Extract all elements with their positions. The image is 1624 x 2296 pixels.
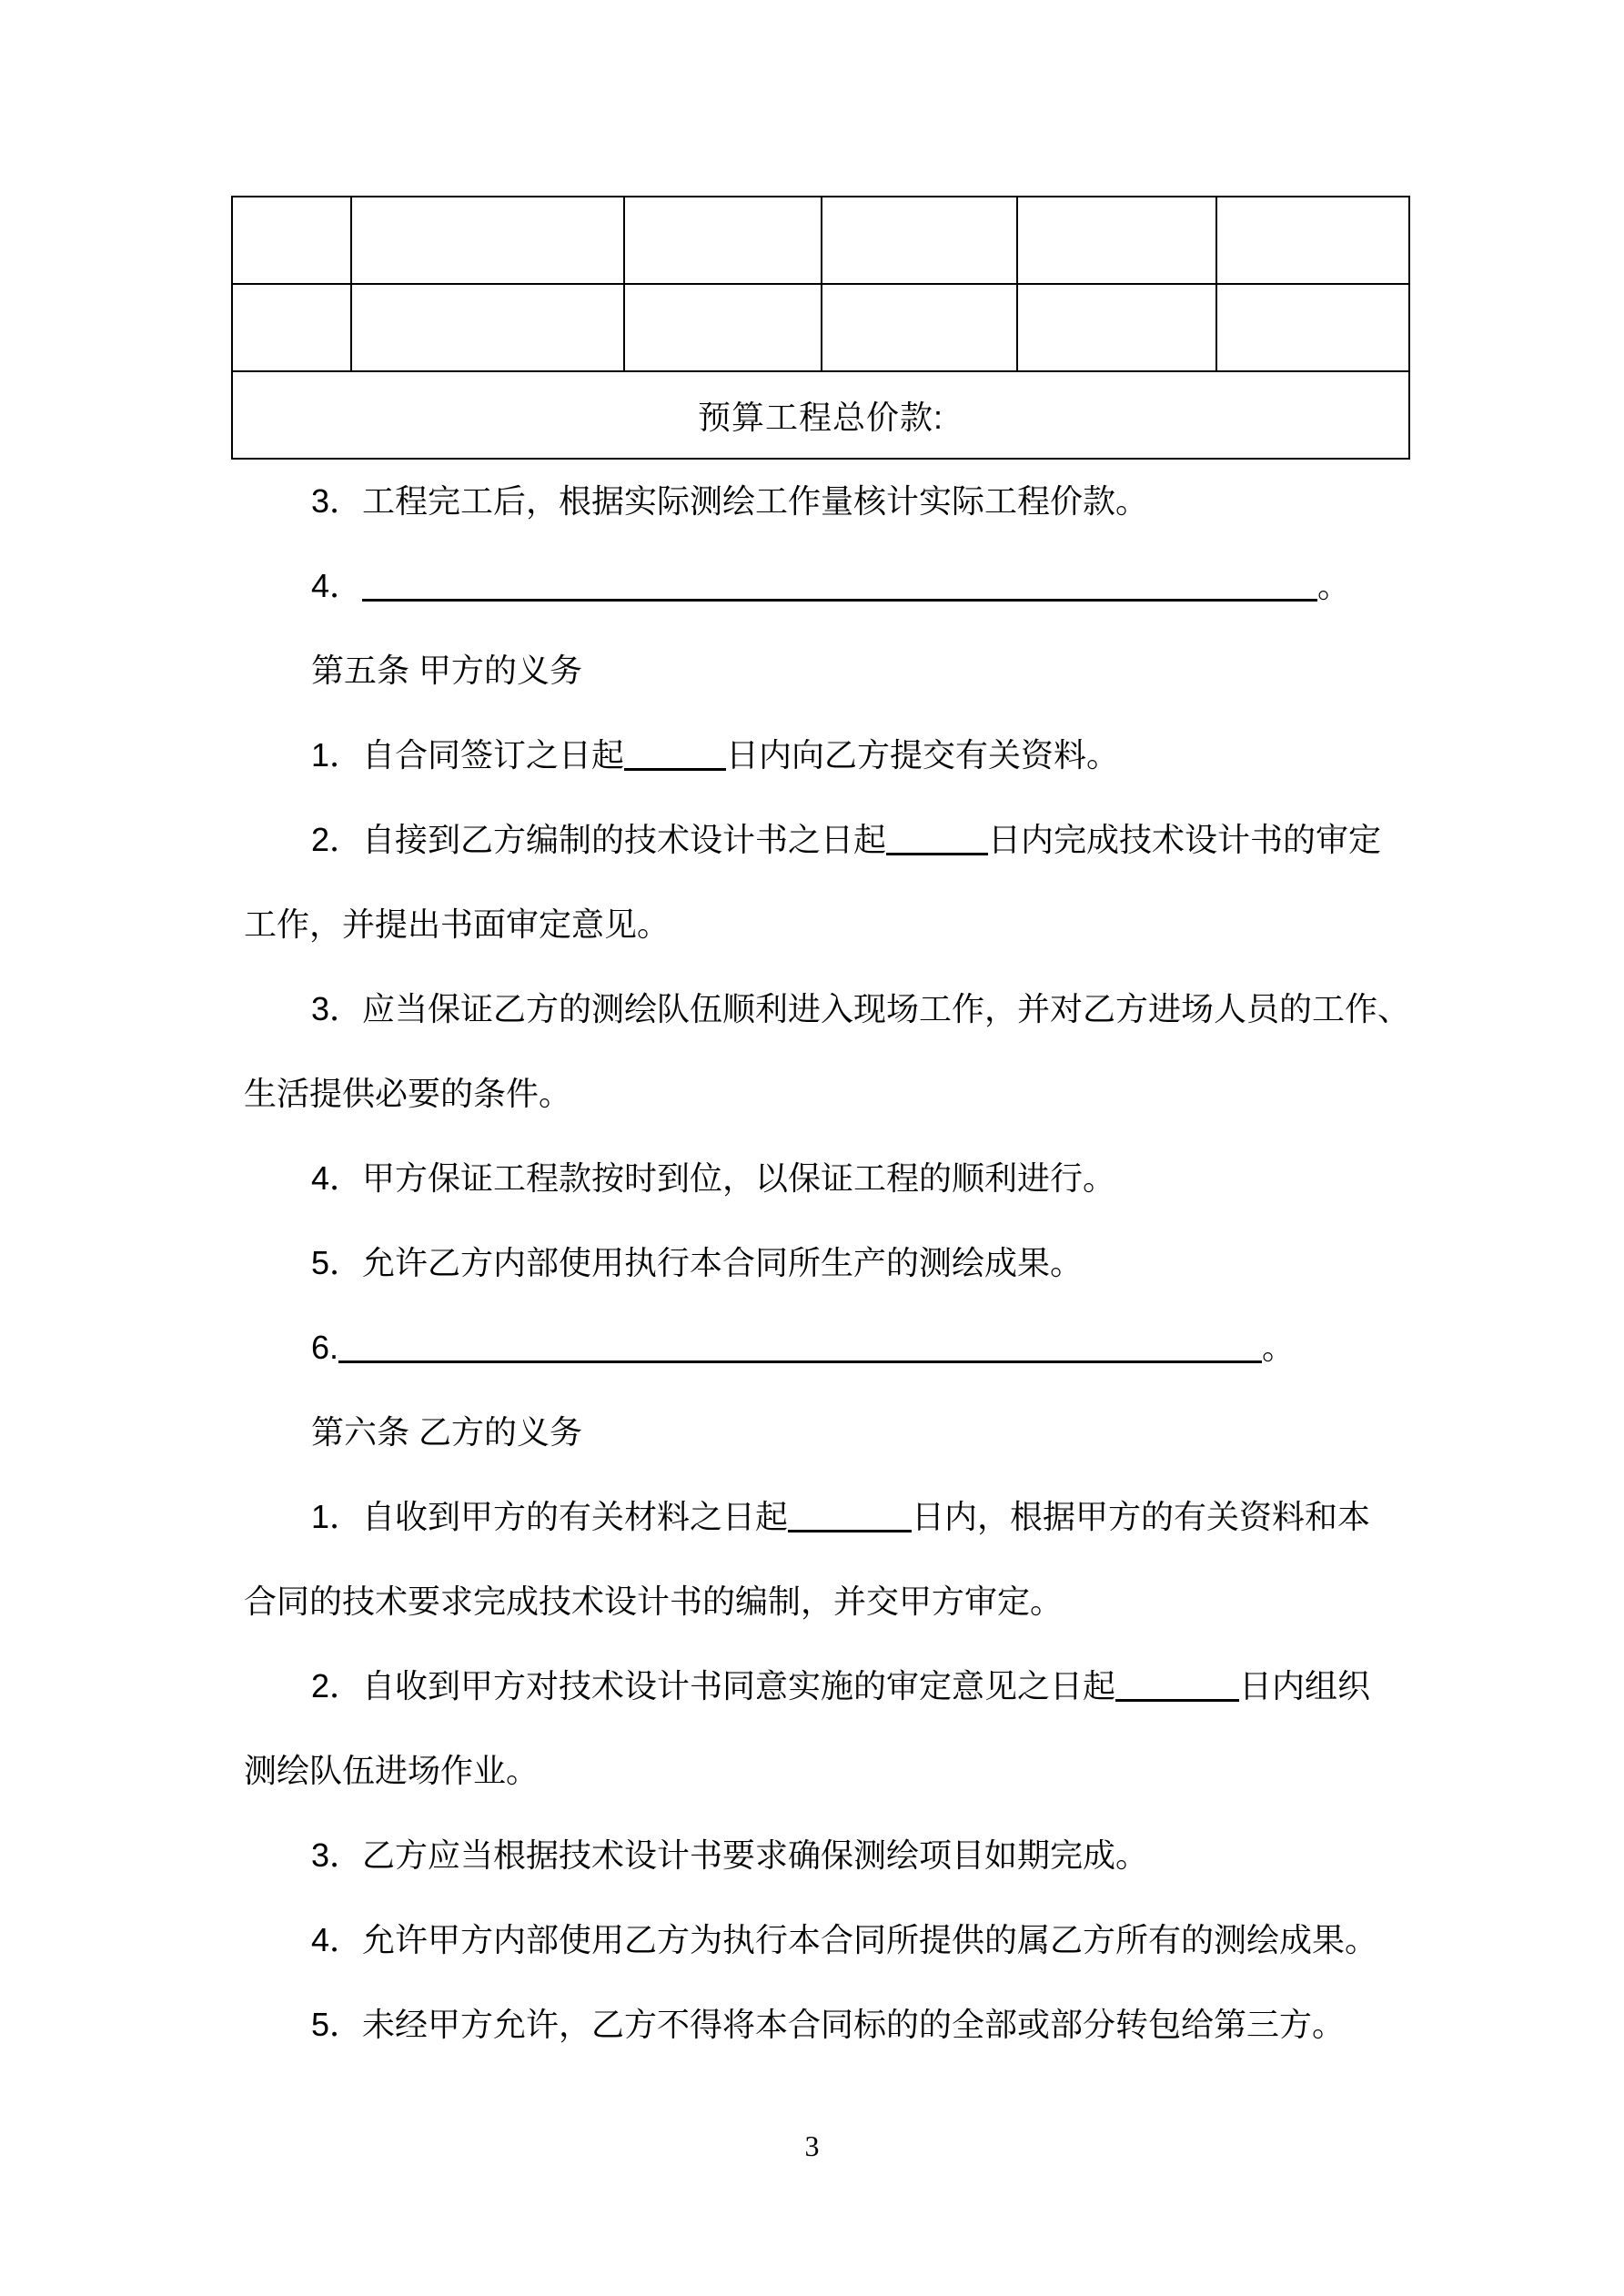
text-line <box>244 797 1390 882</box>
table-cell <box>351 284 624 371</box>
text-run: 。 <box>1317 567 1351 604</box>
text-line <box>244 882 1390 966</box>
total-price-row <box>232 371 1409 459</box>
table-cell <box>822 284 1017 371</box>
text-run: 4． <box>311 567 363 604</box>
fill-in-blank <box>624 750 726 771</box>
fill-in-blank <box>362 581 1317 602</box>
page-number: 3 <box>804 2129 820 2162</box>
text-run: 日内向乙方提交有关资料。 <box>726 736 1120 774</box>
table-row <box>232 284 1409 371</box>
total-price-cell <box>232 371 1409 459</box>
fill-in-blank <box>886 834 988 855</box>
table-cell <box>1216 284 1409 371</box>
fill-in-blank <box>788 1512 912 1532</box>
text-run: 1．自收到甲方的有关材料之日起 <box>311 1498 789 1535</box>
table-cell <box>624 284 822 371</box>
table-cell <box>822 197 1017 284</box>
text-line <box>244 1220 1390 1305</box>
text-line <box>244 1644 1390 1728</box>
text-run: 4．允许甲方内部使用乙方为执行本合同所提供的属乙方所有的测绘成果。 <box>311 1921 1378 1958</box>
budget-price-table <box>231 196 1410 460</box>
text-run: 3．乙方应当根据技术设计书要求确保测绘项目如期完成。 <box>311 1836 1149 1874</box>
text-run: 生活提供必要的条件。 <box>244 1075 572 1112</box>
text-run: 3．工程完工后，根据实际测绘工作量核计实际工程价款。 <box>311 482 1149 520</box>
text-line <box>244 1474 1390 1559</box>
text-line <box>244 1813 1390 1897</box>
table-row <box>232 197 1409 284</box>
text-run: 日内完成技术设计书的审定 <box>988 821 1382 858</box>
total-price-label: 预算工程总价款: <box>697 398 943 436</box>
text-run: 工作，并提出书面审定意见。 <box>244 905 671 943</box>
text-line <box>244 1728 1390 1813</box>
text-run: 。 <box>1262 1329 1296 1366</box>
text-run: 第五条 甲方的义务 <box>311 652 583 689</box>
table-cell <box>1017 197 1216 284</box>
table-cell <box>1216 197 1409 284</box>
text-run: 3．应当保证乙方的测绘队伍顺利进入现场工作，并对乙方进场人员的工作、 <box>311 990 1411 1027</box>
text-run: 2．自接到乙方编制的技术设计书之日起 <box>311 821 887 858</box>
fill-in-blank <box>338 1342 1262 1363</box>
text-line <box>244 1305 1390 1390</box>
text-line <box>244 1136 1390 1220</box>
table-cell <box>351 197 624 284</box>
table-cell <box>1017 284 1216 371</box>
text-run: 合同的技术要求完成技术设计书的编制，并交甲方审定。 <box>244 1583 1064 1620</box>
text-line <box>244 459 1390 543</box>
text-run: 2．自收到甲方对技术设计书同意实施的审定意见之日起 <box>311 1667 1116 1704</box>
table-cell <box>232 197 351 284</box>
section-heading <box>244 1390 1390 1474</box>
text-run: 第六条 乙方的义务 <box>311 1413 583 1451</box>
section-heading <box>244 628 1390 713</box>
text-run: 5．允许乙方内部使用执行本合同所生产的测绘成果。 <box>311 1244 1084 1281</box>
text-run: 日内，根据甲方的有关资料和本 <box>912 1498 1371 1535</box>
table-cell <box>624 197 822 284</box>
contract-body <box>244 459 1411 2067</box>
fill-in-blank <box>1115 1681 1239 1702</box>
text-run: 1．自合同签订之日起 <box>311 736 625 774</box>
text-line <box>244 1897 1390 1982</box>
text-line <box>244 543 1390 628</box>
text-line <box>244 1982 1390 2067</box>
text-run: 6. <box>311 1329 339 1366</box>
text-line <box>244 1051 1390 1136</box>
text-line <box>244 1559 1390 1644</box>
text-line <box>244 966 1411 1051</box>
text-run: 测绘队伍进场作业。 <box>244 1752 540 1789</box>
table-cell <box>232 284 351 371</box>
text-run: 4．甲方保证工程款按时到位，以保证工程的顺利进行。 <box>311 1159 1116 1197</box>
text-line <box>244 713 1390 797</box>
text-run: 5．未经甲方允许，乙方不得将本合同标的的全部或部分转包给第三方。 <box>311 2006 1346 2043</box>
text-run: 日内组织 <box>1239 1667 1371 1704</box>
